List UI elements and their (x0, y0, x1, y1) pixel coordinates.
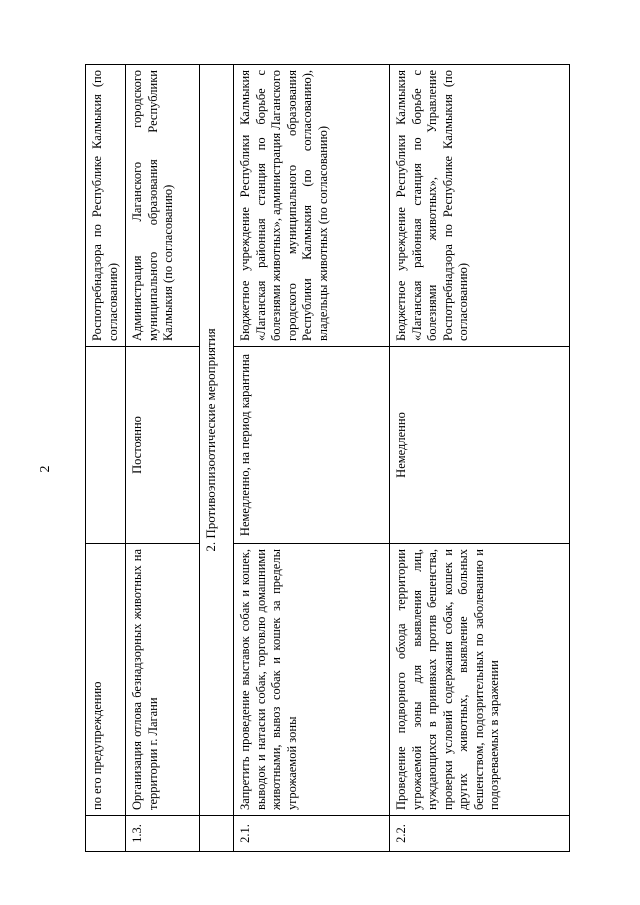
term-cell: Постоянно (126, 347, 200, 544)
measure-cell: по его предупреждению (86, 544, 126, 816)
executor-cell: Бюджетное учреждение Республики Калмыкия «Лаганская районная станция по борьбе с болезнями животных», администрация Лаганского городского муниципального образования Республики Калмыкия (по согласованию), владельцы животных (по согласованию) (234, 65, 390, 347)
executor-cell: Бюджетное учреждение Республики Калмыкия «Лаганская районная станция по борьбе с болезнями животных», Управление Роспотребнадзора по Республике Калмыкия (по согласованию) (390, 65, 570, 347)
table-row (126, 65, 200, 852)
term-cell: Немедленно (390, 347, 570, 544)
executor-cell: Роспотребнадзора по Республике Калмыкия (по согласованию) (86, 65, 126, 347)
executor-cell: Администрация Лаганского городского муниципального образования Республики Калмыкия (по согласованию) (126, 65, 200, 347)
term-cell: Немедленно, на период карантина (234, 347, 390, 544)
table-row (390, 65, 570, 852)
term-cell (86, 347, 126, 544)
section-title: 2. Противоэпизоотические мероприятия (200, 65, 234, 816)
section-row (200, 65, 234, 852)
page-number: 2 (38, 465, 53, 473)
table-row (234, 65, 390, 852)
row-number (86, 816, 126, 852)
measure-cell: Организация отлова безнадзорных животных на территории г. Лагани (126, 544, 200, 816)
row-number: 2.1. (234, 816, 390, 852)
measure-cell: Запретить проведение выставок собак и кошек, выводок и натаски собак, торговлю домашними животными, вывоз собак и кошек за пределы угрожаемой зоны (234, 544, 390, 816)
measure-cell: Проведение подворного обхода территории угрожаемой зоны для выявления лиц, нуждающихся в прививках против бешенства, проверки условий содержания собак, кошек и других животных, выявление больных бешенством, подозрительных по заболеванию и подозреваемых в заражении (390, 544, 570, 816)
row-number: 2.2. (390, 816, 570, 852)
table-row (86, 65, 126, 852)
row-number: 1.3. (126, 816, 200, 852)
measures-table (85, 65, 569, 852)
